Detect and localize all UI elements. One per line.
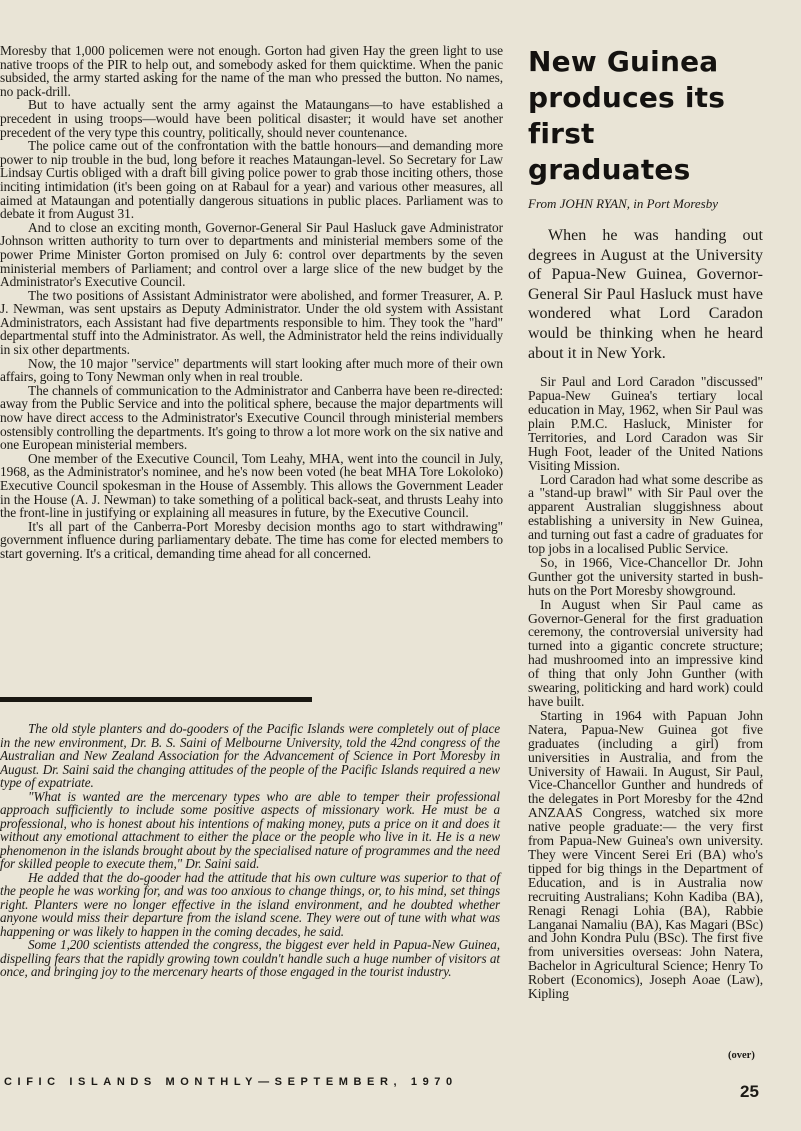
article-paragraph: The channels of communication to the Administrator and Canberra have been re-directed: away from the Public Service and into the political sphere, because the major departments will now have direct access to the Administrator's Executive Council through ministerial members ostensibly controlling the departments. It's going to throw a lot more work on the six native and one European ministerial members. (0, 382, 503, 453)
article-paragraph: The two positions of Assistant Administrator were abolished, and former Treasurer, A. P. J. Newman, was sent upstairs as Deputy Administrator. Under the old system with Assistant Administrators, each Assistant had five departments responsible to him. They took the "hard" departmental stuff into the Administrator. As well, the Administrator held the reins individually in six other departments. (0, 287, 503, 358)
graduates-article (528, 44, 763, 1001)
section-divider (0, 697, 312, 702)
left-article (0, 44, 503, 561)
continued-marker: (over) (728, 1050, 755, 1061)
science-congress-story (0, 722, 500, 979)
running-head: CIFIC ISLANDS MONTHLY—SEPTEMBER, 1970 (4, 1076, 458, 1088)
article-paragraph: Moresby that 1,000 policemen were not enough. Gorton had given Hay the green light to use native troops of the PIR to help out, and somebody asked for them quicktime. When the panic subsided, the army started asking for the name of the man who pressed the button. No names, no pack-drill. (0, 43, 503, 99)
story-paragraph: "What is wanted are the mercenary types who are able to temper their professional approach sufficiently to include some positive aspects of missionary work. He must be a professional, who is honest about his intentions of making money, puts a price on it and does it without any emotional attachment to either the place or the people who live in it. He is a new phenomenon in the islands brought about by the specialised nature of programmes and the need for skilled people to execute them," Dr. Saini said. (0, 788, 500, 871)
article-paragraph: Lord Caradon had what some describe as a "stand-up brawl" with Sir Paul over the apparent Australian sluggishness about establishing a university in New Guinea, and turning out fast a cadre of graduates for top jobs in a localised Public Service. (528, 471, 763, 557)
article-paragraph: Starting in 1964 with Papuan John Natera, Papua-New Guinea got five graduates (including a girl) from universities in Australia, and from the University of Hawaii. In August, Sir Paul, Vice-Chancellor Gunther and hundreds of the delegates in Port Moresby for the 42nd ANZAAS Congress, watched six more native people graduate:— the very first from Papua-New Guinea's own university. They were Vincent Serei Eri (BA) who's tipped for big things in the Department of Education, and is in Australia now recruiting Australians; Kohn Kadiba (BA), Renagi Renagi Lohia (BA), Rabbie Langanai Namaliu (BA), Kas Magari (BSc) and John Kondra Pulu (BSc). The first five from universities overseas: John Natera, Bachelor in Agricultural Science; Henry To Robert (Economics), Joseph Aoae (Law), Kipling (528, 707, 763, 1002)
article-headline: New Guinea produces its first graduates (528, 45, 726, 186)
article-lede: When he was handing out degrees in August at the University of Papua-New Guinea, Governor-General Sir Paul Hasluck must have wondered what Lord Caradon would be thinking when he heard about it in New York. (528, 227, 763, 362)
article-paragraph: In August when Sir Paul came as Governor-General for the first graduation ceremony, the controversial university had turned into a gigantic concrete structure; had mushroomed into an impressive kind of thing that only John Gunther (with swearing, politicking and hard work) could have built. (528, 596, 763, 709)
article-paragraph: Now, the 10 major "service" departments will start looking after much more of their own affairs, going to Tony Newman only when in real trouble. (0, 355, 503, 385)
story-paragraph: He added that the do-gooder had the attitude that his own culture was superior to that of the people he was working for, and was too anxious to change things, or, to his mind, set things right. Planters were no longer effective in the island environment, and he doubted whether anyone would miss their departure from the island scene. They were out of tune with what was happening or was likely to happen in the coming decades, he said. (0, 869, 500, 939)
article-paragraph: One member of the Executive Council, Tom Leahy, MHA, went into the council in July, 1968, as the Administrator's nominee, and he's now been voted (he beat MHA Tore Lokoloko) Executive Council spokesman in the House of Assembly. This allows the Government Leader in the House (A. J. Newman) to take something of a political back-seat, and thrusts Leahy into the front-line in justifying or explaining all measures in future, by the Executive Council. (0, 450, 503, 521)
article-paragraph: It's all part of the Canberra-Port Moresby decision months ago to start withdrawing" government influence during parliamentary debate. The time has come for elected members to start governing. It's a critical, demanding time ahead for all concerned. (0, 518, 503, 561)
page-footer (0, 1072, 801, 1102)
article-paragraph: Sir Paul and Lord Caradon "discussed" Papua-New Guinea's tertiary local education in May, 1962, when Sir Paul was plain P.M.C. Hasluck, Minister for Territories, and Lord Caradon was Sir Hugh Foot, leader of the United Nations Visiting Mission. (528, 374, 763, 473)
article-paragraph: And to close an exciting month, Governor-General Sir Paul Hasluck gave Administrator Johnson written authority to turn over to departments and ministerial members some of the power Prime Minister Gorton promised on July 6: control over departments by the seven ministerial members of Parliament; and control over a large slice of the new budget by the Administrator's Executive Council. (0, 219, 503, 290)
article-paragraph: The police came out of the confrontation with the battle honours—and demanding more power to nip trouble in the bud, long before it reaches Mataungan-level. So Secretary for Law Lindsay Curtis obliged with a draft bill giving police power to grab those inciting others, those inciting intimidation (it's been going on at Rabaul for a year) and various other measures, all aimed at Mataungan and potentially dangerous situations in public places. Parliament was to debate it from August 31. (0, 138, 503, 222)
article-byline: From JOHN RYAN, in Port Moresby (528, 196, 718, 211)
article-paragraph: So, in 1966, Vice-Chancellor Dr. John Gunther got the university started in bush-huts on the Port Moresby showground. (528, 554, 763, 598)
page-number: 25 (740, 1082, 759, 1101)
article-paragraph: But to have actually sent the army against the Mataungans—to have established a precedent in using troops—would have been political disaster; it would have set another precedent of the very type this country, politically, should never countenance. (0, 97, 503, 140)
story-paragraph: Some 1,200 scientists attended the congress, the biggest ever held in Papua-New Guinea, dispelling fears that the rapidly growing town couldn't handle such a huge number of visitors at once, and bringing joy to the mercenary hearts of those engaged in the tourist industry. (0, 937, 500, 979)
story-paragraph: The old style planters and do-gooders of the Pacific Islands were completely out of place in the new environment, Dr. B. S. Saini of Melbourne University, told the 42nd congress of the Australian and New Zealand Association for the Advancement of Science in Port Moresby in August. Dr. Saini said the changing attitudes of the people of the Pacific Islands required a new type of expatriate. (0, 721, 500, 790)
